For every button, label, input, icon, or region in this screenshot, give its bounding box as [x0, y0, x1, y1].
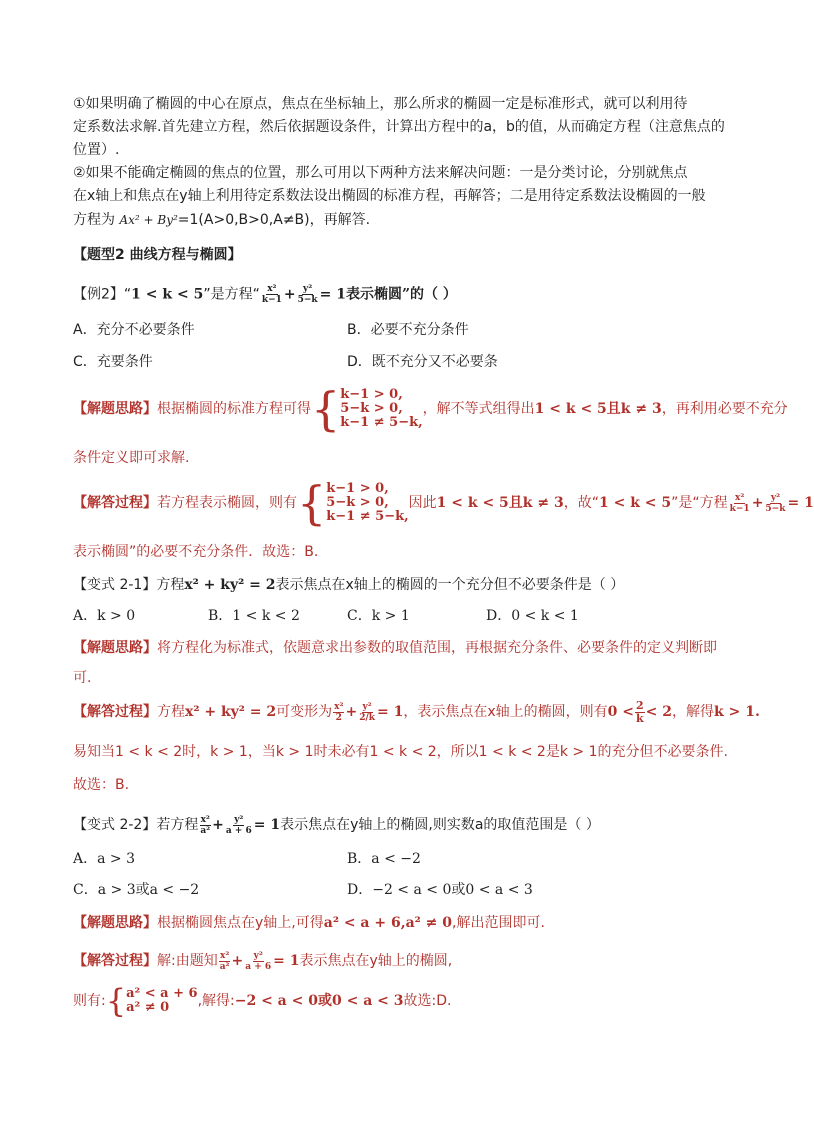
variant-2-1-question: 【变式 2-1】方程x² + ky² = 2表示焦点在x轴上的椭圆的一个充分但不必要条件是（ ） [73, 577, 625, 593]
example-2-option-c: C．充要条件 [73, 354, 153, 370]
variant-2-2-solution-line-2: 则有: { a² < a + 6 a² ≠ 0 ,解得:−2 < a < 0或0 < a < 3故选:D. [73, 982, 452, 1020]
variant-2-2-option-d: D．−2 < a < 0或0 < a < 3 [347, 882, 533, 898]
variant-2-1-solution-idea-cont: 可. [73, 670, 92, 686]
intro-line-5: 在x轴上和焦点在y轴上利用待定系数法设出椭圆的标准方程，再解答；二是用待定系数法设椭圆的一般 [73, 188, 706, 204]
intro-line-3: 位置）. [73, 142, 120, 158]
example-2-option-a: A．充分不必要条件 [73, 322, 195, 338]
variant-2-1-solution-line-2: 易知当1 < k < 2时，k > 1，当k > 1时未必有1 < k < 2，所以1 < k < 2是k > 1的充分但不必要条件. [73, 744, 728, 760]
variant-2-1-option-d: D．0 < k < 1 [486, 608, 579, 624]
fraction: $\frac{\text{x²}}{k-1}$ [261, 284, 282, 305]
example-2-solution-idea: 【解题思路】根据椭圆的标准方程可得 { k−1 > 0, 5−k > 0, k−1 ≠ 5−k, ，解不等式组得出1 < k < 5且k ≠ 3，再利用必要不充分 [73, 382, 788, 436]
fraction: $\frac{\text{x²}}{2}$ [334, 701, 344, 723]
fraction: $\frac{\text{y²}}{2/k}$ [359, 701, 375, 723]
fraction: $\frac{\text{y²}}{5-k}$ [297, 284, 318, 305]
variant-2-1-answer: 故选：B. [73, 777, 130, 793]
fraction: $\frac{2}{k}$ [636, 698, 644, 725]
variant-2-2-solution-process: 【解答过程】解:由题知 $\frac{\text{x²}}{\text{a²}}$ + $\frac{\text{y²}}{a + 6}$ = 1表示焦点在y轴上的椭圆, [73, 950, 453, 972]
variant-2-2-solution-idea: 【解题思路】根据椭圆焦点在y轴上,可得a² < a + 6,a² ≠ 0,解出范围即可. [73, 915, 545, 931]
variant-2-2-option-a: A．a > 3 [73, 851, 135, 867]
equation-system: { k−1 > 0, 5−k > 0, k−1 ≠ 5−k, [311, 382, 423, 436]
variant-2-1-solution-idea: 【解题思路】将方程化为标准式，依题意求出参数的取值范围，再根据充分条件、必要条件的定义判断即 [73, 640, 717, 656]
variant-2-1-option-a: A．k > 0 [73, 608, 136, 624]
variant-2-2-question: 【变式 2-2】若方程 $\frac{\text{x²}}{\text{a²}}$ + $\frac{\text{y²}}{a + 6}$ = 1表示焦点在y轴上的椭圆,则实数a的取值范围是（ ） [73, 814, 600, 836]
example-2-question: 【例2】“1 < k < 5”是方程“ $\frac{\text{x²}}{k-1}$ + $\frac{\text{y²}}{5-k}$ = 1表示椭圆”的（ ） [73, 284, 457, 305]
fraction: $\frac{\text{y²}}{a + 6}$ [225, 814, 252, 836]
fraction: $\frac{\text{y²}}{5-k}$ [765, 492, 786, 514]
example-2-solution-process-cont: 表示椭圆”的必要不充分条件．故选：B. [73, 544, 319, 560]
intro-line-6: 方程为 Ax² + By²=1(A>0,B>0,A≠B)，再解答. [73, 212, 371, 228]
fraction: $\frac{\text{y²}}{a + 6}$ [245, 950, 272, 972]
example-2-option-b: B．必要不充分条件 [347, 322, 469, 338]
variant-2-2-option-b: B．a < −2 [347, 851, 421, 867]
example-2-solution-process: 【解答过程】若方程表示椭圆，则有 { k−1 > 0, 5−k > 0, k−1 ≠ 5−k, 因此1 < k < 5且k ≠ 3，故“1 < k < 5”是“方程 $\frac{\text{x²}}{k-1}$ + $\frac{\text{y²}}{5-k}$ = 1 [73, 476, 814, 530]
variant-2-1-solution-process: 【解答过程】方程x² + ky² = 2可变形为 $\frac{\text{x²}}{2}$ + $\frac{\text{y²}}{2/k}$ = 1，表示焦点在x轴上的椭圆，则有0 < $\frac{2}{k}$ < 2，解得k > 1. [73, 698, 760, 725]
equation-system: { a² < a + 6 a² ≠ 0 [105, 982, 198, 1020]
example-2-solution-idea-cont: 条件定义即可求解. [73, 450, 190, 466]
intro-line-1: ①如果明确了椭圆的中心在原点，焦点在坐标轴上，那么所求的椭圆一定是标准形式，就可以利用待 [73, 96, 688, 112]
variant-2-2-option-c: C．a > 3或a < −2 [73, 882, 200, 898]
fraction: $\frac{\text{x²}}{\text{a²}}$ [200, 814, 211, 836]
intro-line-4: ②如果不能确定椭圆的焦点的位置，那么可用以下两种方法来解决问题：一是分类讨论，分别就焦点 [73, 165, 688, 181]
example-2-option-d: D．既不充分又不必要条 [347, 354, 498, 370]
fraction: $\frac{\text{x²}}{k-1}$ [729, 492, 750, 514]
variant-2-1-option-c: C．k > 1 [347, 608, 410, 624]
equation-system: { k−1 > 0, 5−k > 0, k−1 ≠ 5−k, [297, 476, 409, 530]
variant-2-1-option-b: B．1 < k < 2 [208, 608, 300, 624]
intro-line-2: 定系数法求解.首先建立方程，然后依据题设条件，计算出方程中的a，b的值，从而确定方程（注意焦点的 [73, 119, 725, 135]
fraction: $\frac{\text{x²}}{\text{a²}}$ [219, 950, 230, 972]
general-equation: Ax² + By² [119, 213, 178, 227]
section-title: 【题型2 曲线方程与椭圆】 [73, 247, 242, 263]
